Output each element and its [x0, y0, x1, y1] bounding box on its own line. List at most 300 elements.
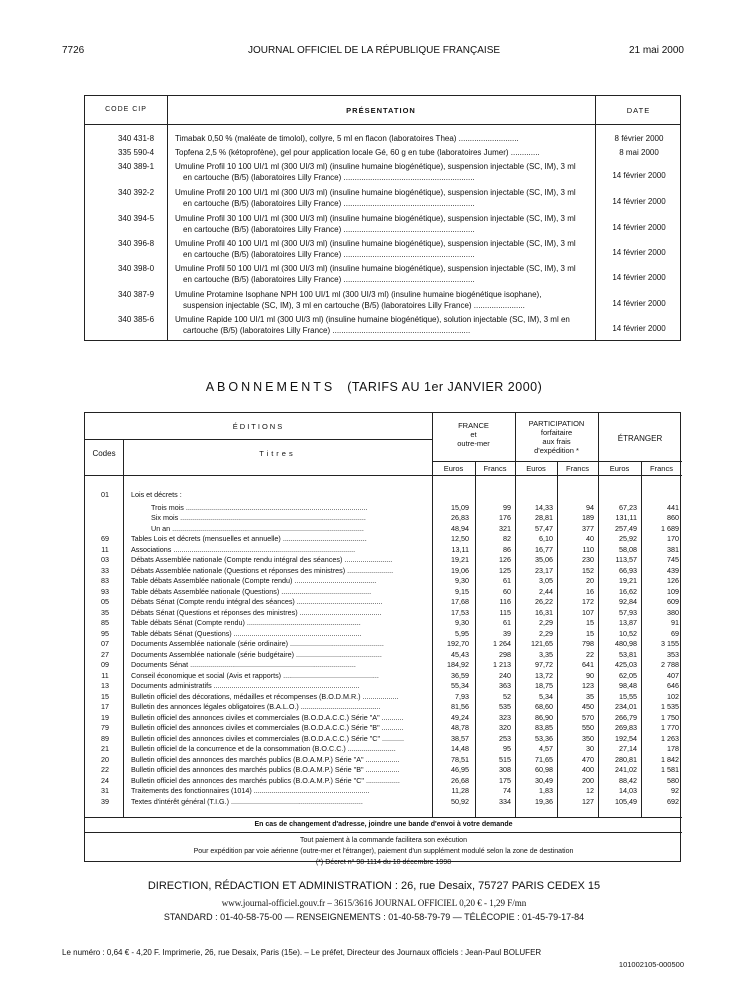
particip-euros-value: 28,81: [535, 513, 553, 522]
cip-presentation-line1: Umuline Profil 50 100 UI/1 ml (300 UI/3 ml) (insuline humaine biogénétique), suspension injectable (SC, IM), 3 ml: [175, 264, 576, 273]
row-code: 09: [101, 660, 109, 669]
etranger-francs-value: 580: [667, 775, 679, 785]
etranger-euros-value: 16,62: [619, 586, 637, 596]
etranger-euros-value: 67,23: [619, 502, 637, 512]
row-code: 89: [101, 733, 109, 743]
cip-presentation-line1: Umuline Profil 30 100 UI/1 ml (300 UI/3 ml) (insuline humaine biogénétique), suspension injectable (SC, IM), 3 ml: [175, 214, 576, 223]
particip-francs-value: 570: [582, 712, 594, 722]
etranger-euros-value: 234,01: [615, 702, 637, 711]
row-title: Un an ................................................................................................: [151, 524, 364, 533]
cip-date: 8 mai 2000: [619, 148, 659, 157]
cip-code: 340 392-2: [117, 188, 155, 197]
row-title: Bulletin officiel des annonces des marchés publics (B.O.A.M.P.) Série "C" .................: [131, 776, 400, 785]
cip-code: 340 385-6: [117, 315, 155, 324]
particip-francs-value: 107: [582, 607, 594, 617]
france-euros-value: 15,09: [451, 502, 469, 512]
row-title: Tables Lois et décrets (mensuelles et annuelle) ..........................................: [131, 535, 367, 543]
etranger-francs-value: 381: [667, 544, 679, 554]
france-francs-value: 86: [503, 544, 511, 554]
subscription-row: [85, 525, 682, 534]
row-title: Trois mois ...........................................................................................: [151, 503, 368, 512]
particip-euros-value: 18,75: [535, 681, 553, 690]
cip-code: 340 389-1: [117, 162, 155, 171]
etranger-francs-value: 1 581: [661, 765, 679, 774]
row-code: 31: [101, 786, 109, 795]
row-title: Six mois .............................................................................................: [151, 514, 366, 522]
particip-euros-value: 2,29: [539, 628, 553, 638]
cip-presentation: [175, 148, 585, 159]
participation-header: [515, 419, 598, 455]
france-header-line1: FRANCE: [458, 421, 489, 430]
cip-presentation-line2: en cartouche (B/5) (laboratoires Lilly France) ...........................................................: [183, 172, 475, 182]
etranger-francs-value: 407: [667, 670, 679, 680]
header-code-cip: CODE CIP: [105, 106, 147, 113]
row-code: 83: [101, 576, 109, 585]
row-title: Débats Sénat (Questions et réponses des ministres) .........................................: [131, 608, 382, 617]
etranger-francs-value: 1 535: [661, 702, 679, 711]
etranger-euros-value: 425,03: [615, 660, 637, 669]
row-title: Débats Assemblée nationale (Questions et réponses des ministres) .......................: [131, 566, 394, 575]
france-francs-value: 60: [503, 586, 511, 596]
cip-presentation-line1: Umuline Protamine Isophane NPH 100 UI/1 ml (300 UI/3 ml) (insuline humaine biogénétique isophane),: [175, 290, 542, 299]
footer-reference: 101002105-000500: [618, 960, 684, 969]
particip-francs-value: 470: [582, 754, 594, 764]
particip-francs-value: 641: [582, 660, 594, 669]
france-francs-value: 39: [503, 628, 511, 638]
france-euros-header: Euros: [443, 464, 464, 473]
france-francs-header: Francs: [483, 464, 507, 473]
particip-francs-value: 127: [582, 796, 594, 806]
footer-line: Le numéro : 0,64 € - 4,20 F. Imprimerie, 26, rue Desaix, Paris (15e). – Le préfet, Directeur des Journaux officiels : Jean-Paul BOLUFER: [62, 948, 542, 957]
row-title: Documents administratifs .........................................................................: [131, 682, 360, 690]
france-euros-value: 17,53: [451, 607, 469, 617]
etranger-francs-value: 126: [667, 576, 679, 585]
particip-francs-value: 550: [582, 723, 594, 732]
etranger-francs-value: 441: [667, 502, 679, 512]
subscription-row: [85, 504, 682, 513]
etranger-francs-value: 1 689: [661, 523, 679, 533]
row-title: Débats Assemblée nationale (Compte rendu intégral des séances) ........................: [131, 556, 393, 564]
particip-francs-value: 400: [582, 765, 594, 774]
etranger-euros-value: 27,14: [619, 744, 637, 753]
cip-presentation-line1: Umuline Profil 10 100 UI/1 ml (300 UI/3 ml) (insuline humaine biogénétique), suspension injectable (SC, IM), 3 ml: [175, 162, 576, 171]
france-francs-value: 115: [499, 607, 511, 617]
cip-presentation-line2: en cartouche (B/5) (laboratoires Lilly France) ...........................................................: [183, 198, 475, 208]
france-francs-value: 126: [499, 555, 511, 564]
etranger-francs-value: 2 788: [661, 660, 679, 669]
cip-date: 14 février 2000: [612, 197, 666, 206]
particip-euros-value: 86,90: [535, 712, 553, 722]
codes-header: Codes: [92, 449, 116, 458]
page-number: 7726: [62, 45, 85, 56]
subscription-row: [85, 777, 682, 786]
cip-presentation-line2: cartouche (B/5) (laboratoires Lilly France) ..............................................................: [183, 325, 471, 335]
row-title: Bulletin officiel des décorations, médailles et récompenses (B.O.D.M.R.) ..................: [131, 692, 399, 701]
etranger-francs-value: 860: [667, 513, 679, 522]
etranger-euros-value: 241,02: [615, 765, 637, 774]
france-francs-value: 82: [503, 534, 511, 543]
particip-francs-value: 798: [582, 639, 594, 648]
cip-presentation: [175, 315, 585, 336]
france-francs-value: 323: [499, 712, 511, 722]
particip-francs-value: 377: [582, 523, 594, 533]
etranger-euros-value: 98,48: [619, 681, 637, 690]
cip-presentation: [175, 239, 585, 260]
etranger-francs-value: 170: [667, 534, 679, 543]
row-code: 69: [101, 534, 109, 543]
cip-presentation: [175, 188, 585, 209]
etranger-euros-value: 62,05: [619, 670, 637, 680]
france-euros-value: 26,83: [451, 513, 469, 522]
cip-presentation-line1: Umuline Rapide 100 UI/1 ml (300 UI/3 ml) (insuline humaine biogénétique), solution injectable (SC, IM), 3 ml en: [175, 315, 570, 324]
etranger-euros-header: Euros: [609, 464, 630, 473]
cip-date: 14 février 2000: [612, 248, 666, 257]
france-francs-value: 515: [499, 754, 511, 764]
etranger-francs-value: 3 155: [661, 639, 679, 648]
row-title: Bulletin officiel des annonces des marchés publics (B.O.A.M.P.) Série "A" .................: [131, 755, 400, 764]
row-title: Documents Assemblée nationale (série budgétaire) ...........................................: [131, 650, 382, 659]
subscription-row: [85, 672, 682, 681]
particip-euros-value: 6,10: [539, 534, 553, 543]
cip-presentation-line2: en cartouche (B/5) (laboratoires Lilly France) ...........................................................: [183, 224, 475, 234]
france-euros-value: 36,59: [451, 670, 469, 680]
etranger-euros-value: 13,87: [619, 618, 637, 627]
header-date: 21 mai 2000: [628, 45, 684, 56]
subscription-row: [85, 798, 682, 807]
subscription-row: [85, 588, 682, 597]
particip-euros-value: 1,83: [539, 786, 553, 795]
particip-euros-value: 53,36: [535, 733, 553, 743]
cip-date: 14 février 2000: [612, 223, 666, 232]
france-francs-value: 116: [499, 597, 511, 606]
subscription-row: [85, 661, 682, 670]
etranger-euros-value: 92,84: [619, 597, 637, 606]
france-francs-value: 175: [499, 775, 511, 785]
particip-euros-value: 83,85: [535, 723, 553, 732]
subscription-row: [85, 693, 682, 702]
cip-date: 14 février 2000: [612, 324, 666, 333]
particip-francs-value: 230: [582, 555, 594, 564]
particip-francs-value: 200: [582, 775, 594, 785]
france-francs-value: 321: [499, 523, 511, 533]
france-francs-value: 240: [499, 670, 511, 680]
france-euros-value: 9,30: [455, 576, 469, 585]
row-code: 85: [101, 618, 109, 627]
france-euros-value: 46,95: [451, 765, 469, 774]
etranger-francs-value: 439: [667, 565, 679, 575]
etranger-francs-value: 92: [671, 786, 679, 795]
subscription-row: [85, 619, 682, 628]
row-code: 17: [101, 702, 109, 711]
cip-code: 340 387-9: [117, 290, 155, 299]
etranger-francs-value: 609: [667, 597, 679, 606]
abonnements-title: [0, 380, 748, 394]
cip-code: 340 431-8: [117, 134, 155, 143]
row-title: Table débats Assemblée nationale (Questions) .............................................: [131, 587, 372, 596]
france-euros-value: 26,68: [451, 775, 469, 785]
france-euros-value: 19,06: [451, 565, 469, 575]
row-code: 11: [101, 670, 109, 680]
france-francs-value: 61: [503, 576, 511, 585]
row-title: Bulletin officiel des annonces civiles et commerciales (B.O.D.A.C.C.) Série "B" ...........: [131, 724, 404, 732]
france-euros-value: 184,92: [447, 660, 469, 669]
particip-euros-value: 60,98: [535, 765, 553, 774]
abonnements-heading: ABONNEMENTS: [205, 380, 336, 394]
france-euros-value: 50,92: [451, 796, 469, 806]
journal-title: JOURNAL OFFICIEL DE LA RÉPUBLIQUE FRANÇAISE: [247, 45, 501, 56]
participation-header-line4: d'expédition *: [534, 446, 579, 455]
etranger-euros-value: 192,54: [615, 733, 637, 743]
cip-presentation-line1: Timabak 0,50 % (maléate de timolol), collyre, 5 ml en flacon (laboratoires Thea) ...........................: [175, 134, 519, 143]
particip-euros-value: 71,65: [535, 754, 553, 764]
row-title: Table débats Sénat (Compte rendu) .........................................................: [131, 619, 361, 627]
header-date-col: DATE: [626, 106, 651, 115]
air-shipping-note: Pour expédition par voie aérienne (outre-mer et l'étranger), paiement d'un supplément modulé selon la zone de destination: [193, 848, 574, 855]
etranger-euros-value: 257,49: [615, 523, 637, 533]
subscription-row: [85, 682, 682, 691]
row-code: 93: [101, 586, 109, 596]
particip-euros-value: 19,36: [535, 796, 553, 806]
particip-francs-value: 123: [582, 681, 594, 690]
france-euros-value: 11,28: [451, 786, 469, 795]
subscription-row: [85, 651, 682, 660]
particip-euros-value: 57,47: [535, 523, 553, 533]
particip-francs-value: 90: [586, 670, 594, 680]
decree-note: (*) Décret n° 98-1114 du 10 décembre 1998: [315, 859, 452, 866]
etranger-euros-value: 53,81: [619, 649, 637, 659]
particip-francs-value: 152: [582, 565, 594, 575]
france-francs-value: 334: [499, 796, 511, 806]
row-title: Associations ...........................................................................................: [131, 545, 356, 554]
cip-presentation: [175, 162, 585, 183]
subscription-row: [85, 556, 682, 565]
particip-euros-value: 97,72: [535, 660, 553, 669]
subscription-row: [85, 609, 682, 618]
subscription-row: [85, 598, 682, 607]
particip-francs-value: 16: [586, 586, 594, 596]
france-euros-value: 49,24: [451, 712, 469, 722]
particip-francs-value: 94: [586, 502, 594, 512]
particip-euros-value: 16,77: [535, 544, 553, 554]
subscription-row: [85, 787, 682, 796]
participation-header-line2: forfaitaire: [540, 428, 573, 437]
cip-date: 14 février 2000: [612, 171, 666, 180]
row-title: Bulletin officiel des annonces civiles et commerciales (B.O.D.A.C.C.) Série "C" ...........: [131, 734, 404, 743]
row-code: 07: [101, 639, 109, 648]
row-code: 33: [101, 565, 109, 575]
website-line: www.journal-officiel.gouv.fr – 3615/3616 JOURNAL OFFICIEL 0,20 € - 1,29 F/mn: [221, 898, 527, 908]
france-francs-value: 253: [499, 733, 511, 743]
france-euros-value: 38,57: [451, 733, 469, 743]
france-header-line3: outre-mer: [457, 439, 490, 448]
subscription-row: [85, 724, 682, 733]
row-title: Bulletin officiel des annonces des marchés publics (B.O.A.M.P.) Série "B" .................: [131, 766, 400, 774]
particip-euros-value: 30,49: [535, 775, 553, 785]
france-francs-value: 52: [503, 691, 511, 701]
cip-presentation-line2: en cartouche (B/5) (laboratoires Lilly France) ...........................................................: [183, 249, 475, 259]
france-euros-value: 9,15: [455, 586, 469, 596]
etranger-euros-value: 19,21: [619, 576, 637, 585]
particip-francs-value: 110: [582, 544, 594, 554]
cip-presentation-line1: Umuline Profil 40 100 UI/1 ml (300 UI/3 ml) (insuline humaine biogénétique), suspension injectable (SC, IM), 3 ml: [175, 239, 576, 248]
subscription-row: [85, 535, 682, 544]
france-francs-value: 176: [499, 513, 511, 522]
france-francs-value: 74: [503, 786, 511, 795]
france-header-line2: et: [470, 430, 477, 439]
participation-header-line1: PARTICIPATION: [528, 419, 585, 428]
etranger-francs-value: 1 263: [661, 733, 679, 743]
cip-presentation: [175, 214, 585, 235]
particip-francs-value: 20: [586, 576, 594, 585]
subscription-row: [85, 514, 682, 523]
particip-francs-value: 189: [582, 513, 594, 522]
subscription-row: [85, 640, 682, 649]
subscription-table: [84, 412, 681, 866]
row-title: Documents Assemblée nationale (série ordinaire) ...............................................: [131, 640, 384, 648]
row-code: 13: [101, 681, 109, 690]
row-code: 03: [101, 555, 109, 564]
france-francs-value: 320: [499, 723, 511, 732]
etranger-francs-header: Francs: [650, 464, 673, 473]
row-code: 35: [101, 607, 109, 617]
particip-euros-value: 13,72: [535, 670, 553, 680]
cip-presentation-line2: suspension injectable (SC, IM), 3 ml en cartouche (B/5) (laboratoires Lilly France) .......................: [183, 300, 525, 310]
cip-presentation: [175, 264, 585, 285]
row-code: 79: [101, 723, 109, 732]
row-code: 27: [101, 649, 109, 659]
france-francs-value: 99: [503, 502, 511, 512]
etranger-francs-value: 380: [667, 607, 679, 617]
particip-euros-value: 35,06: [535, 555, 553, 564]
row-code: 01: [101, 490, 109, 499]
etranger-francs-value: 353: [667, 649, 679, 659]
particip-francs-value: 40: [586, 534, 594, 543]
row-code: 21: [101, 744, 109, 753]
abonnements-subtitle: (TARIFS AU 1er JANVIER 2000): [347, 380, 543, 394]
row-code: 05: [101, 597, 109, 606]
france-euros-value: 48,94: [451, 523, 469, 533]
france-euros-value: 48,78: [451, 723, 469, 732]
cip-code: 335 590-4: [117, 148, 155, 157]
particip-euros-value: 16,31: [535, 607, 553, 617]
etranger-euros-value: 10,52: [619, 628, 637, 638]
etranger-francs-value: 1 842: [661, 754, 679, 764]
subscription-row: [85, 546, 682, 555]
etranger-euros-value: 15,55: [619, 691, 637, 701]
row-title: Bulletin des annonces légales obligatoires (B.A.L.O.) ........................................: [131, 703, 381, 711]
editions-header: ÉDITIONS: [232, 422, 285, 431]
france-euros-value: 55,34: [451, 681, 469, 690]
particip-euros-header: Euros: [526, 464, 546, 473]
etranger-euros-value: 25,92: [619, 534, 637, 543]
etranger-francs-value: 646: [667, 681, 679, 690]
france-francs-value: 125: [499, 565, 511, 575]
cip-presentation-line1: Umuline Profil 20 100 UI/1 ml (300 UI/3 ml) (insuline humaine biogénétique), suspension injectable (SC, IM), 3 ml: [175, 188, 576, 197]
france-francs-value: 1 264: [493, 639, 511, 648]
row-title: Table débats Sénat (Questions) ................................................................: [131, 629, 362, 638]
particip-francs-value: 350: [582, 733, 594, 743]
etranger-francs-value: 69: [671, 628, 679, 638]
row-title: Bulletin officiel des annonces civiles et commerciales (B.O.D.A.C.C.) Série "A" ...........: [131, 713, 404, 722]
subscription-row: [85, 567, 682, 576]
etranger-euros-value: 88,42: [619, 775, 637, 785]
subscription-row: [85, 735, 682, 744]
subscription-row: [85, 766, 682, 775]
france-francs-value: 95: [503, 744, 511, 753]
france-francs-value: 298: [499, 649, 511, 659]
particip-euros-value: 5,34: [539, 691, 553, 701]
etranger-euros-value: 66,93: [619, 565, 637, 575]
row-code: 19: [101, 712, 109, 722]
row-code: 11: [101, 544, 109, 554]
france-euros-value: 5,95: [455, 628, 469, 638]
etranger-header: ÉTRANGER: [617, 434, 663, 443]
cip-presentation: [175, 290, 585, 311]
etranger-euros-value: 57,93: [619, 607, 637, 617]
subscription-row: [85, 745, 682, 754]
cip-presentation: [175, 134, 585, 145]
etranger-euros-value: 14,03: [619, 786, 637, 795]
subscription-row: [85, 756, 682, 765]
row-title: Conseil économique et social (Avis et rapports) ................................................: [131, 671, 379, 680]
subscription-row: [85, 491, 682, 500]
etranger-euros-value: 269,83: [615, 723, 637, 732]
particip-francs-value: 15: [586, 628, 594, 638]
etranger-euros-value: 280,81: [615, 754, 637, 764]
cip-code: 340 394-5: [117, 214, 155, 223]
cip-table: [84, 95, 681, 341]
etranger-francs-value: 109: [667, 586, 679, 596]
row-title: Table débats Assemblée nationale (Compte rendu) .........................................: [131, 577, 377, 585]
etranger-francs-value: 692: [667, 796, 679, 806]
france-euros-value: 81,56: [451, 702, 469, 711]
contacts-line: STANDARD : 01-40-58-75-00 — RENSEIGNEMENTS : 01-40-58-79-79 — TÉLÉCOPIE : 01-45-79-17-84: [163, 912, 585, 922]
row-code: 15: [101, 691, 109, 701]
france-euros-value: 7,93: [455, 691, 469, 701]
row-title: Traitements des fonctionnaires (1014) ..........................................................: [131, 787, 370, 795]
header-presentation: PRÉSENTATION: [346, 106, 416, 115]
france-euros-value: 12,50: [451, 534, 469, 543]
france-euros-value: 13,11: [451, 544, 469, 554]
subscription-row: [85, 703, 682, 712]
participation-header-line3: aux frais: [542, 437, 571, 446]
france-euros-value: 192,70: [447, 639, 469, 648]
france-francs-value: 61: [503, 618, 511, 627]
row-code: 95: [101, 628, 109, 638]
france-euros-value: 78,51: [451, 754, 469, 764]
row-code: 24: [101, 775, 109, 785]
row-title: Débats Sénat (Compte rendu intégral des séances) ...........................................: [131, 598, 383, 606]
particip-euros-value: 68,60: [535, 702, 553, 711]
particip-euros-value: 4,57: [539, 744, 553, 753]
particip-euros-value: 23,17: [535, 565, 553, 575]
particip-francs-value: 22: [586, 649, 594, 659]
cip-presentation-line2: en cartouche (B/5) (laboratoires Lilly France) ...........................................................: [183, 274, 475, 284]
payment-note: Tout paiement à la commande facilitera son exécution: [300, 837, 467, 844]
etranger-euros-value: 113,57: [615, 555, 637, 564]
row-code: 22: [101, 765, 109, 774]
etranger-euros-value: 480,98: [615, 639, 637, 648]
particip-francs-header: Francs: [566, 464, 589, 473]
direction-address: DIRECTION, RÉDACTION ET ADMINISTRATION : 26, rue Desaix, 75727 PARIS CEDEX 15: [147, 880, 601, 892]
cip-code: 340 396-8: [117, 239, 155, 248]
etranger-francs-value: 1 750: [661, 712, 679, 722]
etranger-francs-value: 178: [667, 744, 679, 753]
particip-francs-value: 30: [586, 744, 594, 753]
cip-date: 14 février 2000: [612, 273, 666, 282]
titres-header: Titres: [259, 449, 296, 458]
particip-francs-value: 450: [582, 702, 594, 711]
